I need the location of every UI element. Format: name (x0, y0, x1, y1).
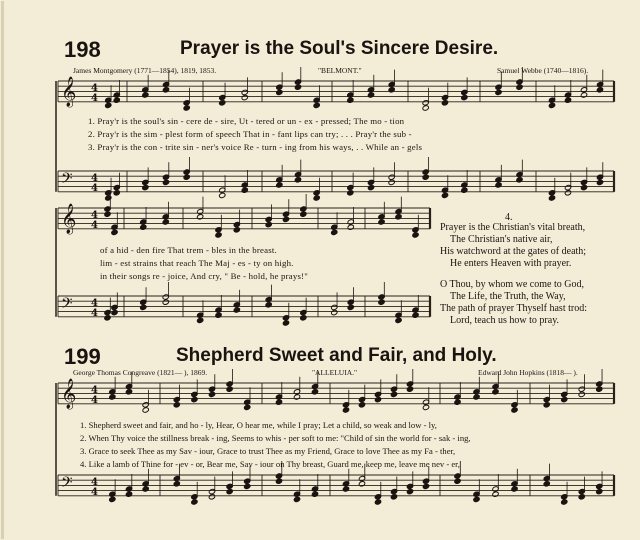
note-head (422, 105, 429, 111)
note-head (578, 494, 585, 500)
time-signature: 4 (91, 487, 98, 498)
note-head (142, 486, 149, 492)
note-head (111, 229, 118, 235)
note-head (473, 394, 480, 400)
note-head (241, 95, 248, 101)
note-head (422, 174, 429, 180)
note-head (275, 478, 282, 484)
hymn-198-verse-4-line-4: He enters Heaven with prayer. (450, 258, 572, 269)
note-head (113, 97, 120, 103)
note-head (191, 499, 198, 505)
treble-clef-icon: 𝄞 (61, 379, 77, 409)
hymn-198-verse-5-line-4: Lord, teach us how to pray. (450, 315, 560, 326)
note-head (461, 187, 468, 193)
note-head (388, 179, 395, 185)
hymn-198-verse-3-line-2: in their songs re - joice, And cry, " Be - hold, he prays!" (100, 271, 308, 281)
note-head (276, 89, 283, 95)
note-head (104, 315, 111, 321)
hymn-198-music-credit: Samuel Webbe (1740—1816). (497, 66, 589, 75)
note-head (378, 219, 385, 225)
note-head (511, 486, 518, 492)
hymn-199-music-credit: Edward John Hopkins (1818— ). (478, 368, 578, 377)
note-head (226, 489, 233, 495)
hymn-199-verse-3: 3. Grace to seek Thee as my Sav - iour, Grace to trust Thee as my Friend, Grace to love Thee as my Fa - ther, (80, 446, 456, 456)
note-head (142, 407, 149, 413)
note-head (331, 229, 338, 235)
hymn-199-verse-1: 1. Shepherd sweet and fair, and ho - ly, Hear, O hear me, while I pray; Let a child, so weak and low - ly, (80, 420, 437, 430)
note-head (215, 312, 222, 318)
note-head (492, 491, 499, 497)
note-head (140, 224, 147, 230)
note-head (183, 174, 190, 180)
note-head (294, 177, 301, 183)
note-head (454, 399, 461, 405)
hymn-198-verse-4-line-3: His watchword at the gates of death; (440, 246, 587, 257)
note-head (378, 299, 385, 305)
note-head (412, 312, 419, 318)
note-head (294, 84, 301, 90)
hymn-198-verse-3-line-1: 3. Pray'r is the con - trite sin - ner's voice Re - turn - ing from his ways, . . While an - gels (88, 142, 423, 152)
time-signature: 4 (91, 220, 98, 231)
bass-clef-icon: 𝄢 (61, 295, 73, 316)
note-head (313, 102, 320, 108)
note-head (282, 216, 289, 222)
note-head (191, 397, 198, 403)
hymn-199-verse-4: 4. Like a lamb of Thine for - ev - or, Bear me, Sav - iour on Thy breast, Guard me, keep me, leave me nev - er, (80, 459, 460, 469)
note-head (390, 391, 397, 397)
note-head (244, 404, 251, 410)
hymn-199-number: 199 (64, 344, 101, 369)
note-head (233, 227, 240, 233)
note-head (275, 399, 282, 405)
note-head (300, 315, 307, 321)
note-head (265, 302, 272, 308)
note-head (412, 232, 419, 238)
note-head (441, 192, 448, 198)
note-head (125, 491, 132, 497)
note-head (564, 190, 571, 196)
note-head (596, 179, 603, 185)
note-head (454, 478, 461, 484)
note-head (311, 389, 318, 395)
hymn-199-tune-name: "ALLELUIA." (312, 368, 358, 377)
note-head (596, 87, 603, 93)
note-head (495, 89, 502, 95)
hymn-199-title: Shepherd Sweet and Fair, and Holy. (176, 345, 497, 366)
note-head (241, 187, 248, 193)
note-head (580, 185, 587, 191)
note-head (358, 481, 365, 487)
note-head (105, 195, 112, 201)
hymn-198-tune-name: "BELMONT." (318, 66, 362, 75)
note-head (367, 92, 374, 98)
note-head (578, 391, 585, 397)
note-head (113, 190, 120, 196)
hymn-198-verse-5-line-3: The path of prayer Thyself hast trod: (440, 303, 587, 314)
note-head (495, 182, 502, 188)
hymn-199-verse-2: 2. When Thy voice the stillness break - ing, Seems to whis - per soft to me: "Child of sin the world for - sak - ing, (80, 433, 471, 443)
note-head (215, 232, 222, 238)
hymn-198-verse-2-line-1: 2. Pray'r is the sim - plest form of speech That in - fant lips can try; . . . Pray'r the sub - (88, 129, 412, 139)
note-head (197, 317, 204, 323)
note-head (564, 97, 571, 103)
note-head (331, 310, 338, 316)
note-head (390, 494, 397, 500)
note-head (406, 386, 413, 392)
hymn-198-verse-1-line-1: 1. Pray'r is the soul's sin - cere de - sire, Ut - tered or un - ex - pressed; The mo - tion (88, 116, 405, 126)
note-head (395, 317, 402, 323)
note-head (173, 402, 180, 408)
note-head (162, 299, 169, 305)
note-head (347, 304, 354, 310)
note-head (347, 190, 354, 196)
note-head (548, 195, 555, 201)
time-signature: 4 (91, 83, 98, 94)
time-signature: 4 (91, 210, 98, 221)
treble-clef-icon: 𝄞 (61, 77, 77, 107)
note-head (197, 214, 204, 220)
note-head (596, 386, 603, 392)
note-head (162, 219, 169, 225)
note-head (162, 87, 169, 93)
note-head (516, 84, 523, 90)
note-head (109, 496, 116, 502)
bass-clef-icon: 𝄢 (61, 170, 73, 191)
note-head (406, 489, 413, 495)
time-signature: 4 (91, 298, 98, 309)
note-head (548, 102, 555, 108)
hymn-198-number: 198 (64, 37, 101, 62)
time-signature: 4 (91, 477, 98, 488)
note-head (142, 92, 149, 98)
note-head (282, 320, 289, 326)
hymn-198-title: Prayer is the Soul's Sincere Desire. (180, 38, 499, 59)
note-head (276, 182, 283, 188)
time-signature: 4 (91, 93, 98, 104)
hymn-198-verse-1-line-2: of a hid - den fire That trem - bles in the breast. (100, 245, 277, 255)
note-head (140, 304, 147, 310)
note-head (358, 402, 365, 408)
hymn-198-verse-5-line-1: O Thou, by whom we come to God, (440, 279, 584, 290)
note-head (561, 397, 568, 403)
note-head (441, 100, 448, 106)
note-head (313, 195, 320, 201)
note-head (104, 211, 111, 217)
note-head (473, 496, 480, 502)
note-head (300, 211, 307, 217)
time-signature: 4 (91, 385, 98, 396)
note-head (342, 407, 349, 413)
note-head (219, 192, 226, 198)
note-head (342, 486, 349, 492)
note-head (395, 214, 402, 220)
note-head (293, 496, 300, 502)
note-head (226, 386, 233, 392)
note-head (461, 95, 468, 101)
note-head (233, 307, 240, 313)
note-head (374, 397, 381, 403)
note-head (543, 481, 550, 487)
note-head (208, 494, 215, 500)
note-head (516, 177, 523, 183)
hymn-198-words-credit: James Montgomery (1771—1854), 1819, 1853. (73, 66, 217, 75)
bass-clef-icon: 𝄢 (61, 474, 73, 495)
note-head (543, 402, 550, 408)
hymn-198-verse-4-line-2: The Christian's native air, (450, 234, 553, 245)
hymn-198-verse-5-line-2: The Life, the Truth, the Way, (450, 291, 566, 302)
note-head (219, 100, 226, 106)
note-head (374, 499, 381, 505)
note-head (173, 481, 180, 487)
hymn-198-verse-4-line-1: Prayer is the Christian's vital breath, (440, 222, 586, 233)
note-head (347, 97, 354, 103)
note-head (422, 404, 429, 410)
hymn-199-words-credit: George Thomas Congreave (1821— ), 1869. (73, 368, 208, 377)
hymn-198-verse-2-line-2: lim - est strains that reach The Maj - es - ty on high. (100, 258, 294, 268)
note-head (162, 179, 169, 185)
note-head (105, 102, 112, 108)
note-head (492, 389, 499, 395)
note-head (596, 489, 603, 495)
time-signature: 4 (91, 183, 98, 194)
note-head (183, 105, 190, 111)
note-head (142, 185, 149, 191)
note-head (580, 92, 587, 98)
time-signature: 4 (91, 308, 98, 319)
time-signature: 4 (91, 395, 98, 406)
note-head (511, 407, 518, 413)
treble-clef-icon: 𝄞 (61, 204, 77, 234)
note-head (125, 389, 132, 395)
note-head (111, 310, 118, 316)
note-head (311, 491, 318, 497)
note-head (265, 222, 272, 228)
note-head (293, 394, 300, 400)
note-head (208, 391, 215, 397)
note-head (388, 87, 395, 93)
hymn-198-verse-4-number: 4. (505, 212, 513, 223)
note-head (367, 185, 374, 191)
note-head (422, 483, 429, 489)
note-head (561, 499, 568, 505)
time-signature: 4 (91, 173, 98, 184)
note-head (109, 394, 116, 400)
note-head (244, 483, 251, 489)
note-head (347, 224, 354, 230)
